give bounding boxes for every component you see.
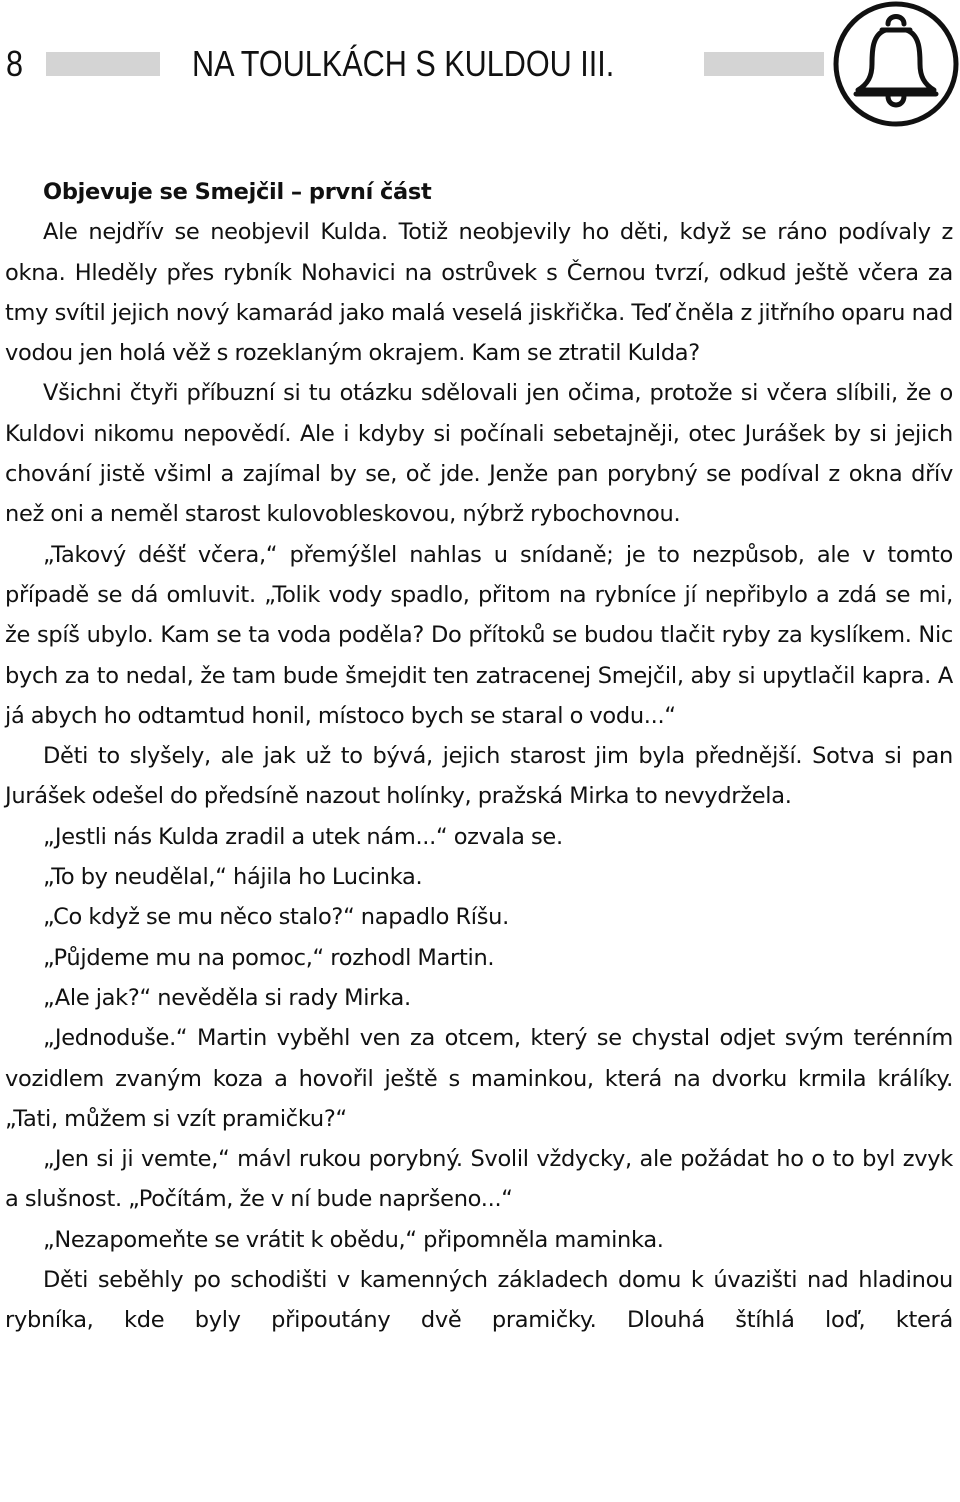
paragraph: „Půjdeme mu na pomoc,“ rozhodl Martin. — [43, 944, 495, 971]
bell-icon — [832, 0, 960, 130]
article-body — [5, 172, 953, 1341]
paragraph: „Co když se mu něco stalo?“ napadlo Ríšu. — [43, 904, 509, 931]
paragraph: „Nezapomeňte se vrátit k obědu,“ připomněla maminka. — [43, 1226, 664, 1253]
paragraph: Děti seběhly po schodišti v kamenných základech domu k úvazišti nad hladinou rybníka, kde byly připoutány dvě pramičky. Dlouhá štíhlá loď, která — [5, 1267, 953, 1334]
paragraph: Všichni čtyři příbuzní si tu otázku sdělovali jen očima, protože si včera slíbili, že o Kuldovi nikomu nepovědí. Ale i kdyby si počínali sebetajněji, otec Jurášek by si jejich chování jistě všiml a zajímal by se, oč jde. Jenže pan porybný se podíval z okna dřív než oni a neměl starost kulovobleskovou, nýbrž rybochovnou. — [5, 380, 953, 528]
paragraph: „Jen si ji vemte,“ mávl rukou porybný. Svolil vždycky, ale požádat ho o to byl zvyk a slušnost. „Počítám, že v ní bude napršeno...“ — [5, 1146, 953, 1213]
page-header — [0, 0, 960, 140]
section-heading: Objevuje se Smejčil – první část — [43, 179, 432, 205]
header-bar-right — [704, 52, 824, 76]
running-title: NA TOULKÁCH S KULDOU III. — [192, 43, 615, 84]
page-number: 8 — [6, 43, 24, 84]
paragraph: „Ale jak?“ nevěděla si rady Mirka. — [43, 984, 411, 1011]
paragraph: Ale nejdřív se neobjevil Kulda. Totiž neobjevily ho děti, když se ráno podívaly z okna. Hleděly přes rybník Nohavici na ostrůvek s Černou tvrzí, odkud ještě včera za tmy svítil jejich nový kamarád jako malá veselá jiskřička. Teď čněla z jitřního oparu nad vodou jen holá věž s rozeklaným okrajem. Kam se ztratil Kulda? — [5, 219, 953, 367]
paragraph: „To by neudělal,“ hájila ho Lucinka. — [43, 864, 423, 891]
paragraph: „Takový déšť včera,“ přemýšlel nahlas u snídaně; je to nezpůsob, ale v tomto případě se dá omluvit. „Tolik vody spadlo, přitom na rybníce jí nepřibylo a zdá se mi, že spíš ubylo. Kam se ta voda poděla? Do přítoků se budou tlačit ryby za kyslíkem. Nic bych za to nedal, že tam bude šmejdit ten zatracenej Smejčil, aby si upytlačil kapra. A já abych ho odtamtud honil, místoco bych se staral o vodu...“ — [5, 541, 953, 729]
paragraph: „Jednoduše.“ Martin vyběhl ven za otcem, který se chystal odjet svým terénním vozidlem zvaným koza a hovořil ještě s maminkou, která na dvorku krmila králíky. „Tati, můžem si vzít pramičku?“ — [5, 1025, 953, 1132]
paragraph: „Jestli nás Kulda zradil a utek nám...“ ozvala se. — [43, 823, 563, 850]
paragraph: Děti to slyšely, ale jak už to bývá, jejich starost jim byla přednější. Sotva si pan Jurášek odešel do předsíně nazout holínky, pražská Mirka to nevydržela. — [5, 743, 953, 810]
header-bar-left — [46, 52, 160, 76]
